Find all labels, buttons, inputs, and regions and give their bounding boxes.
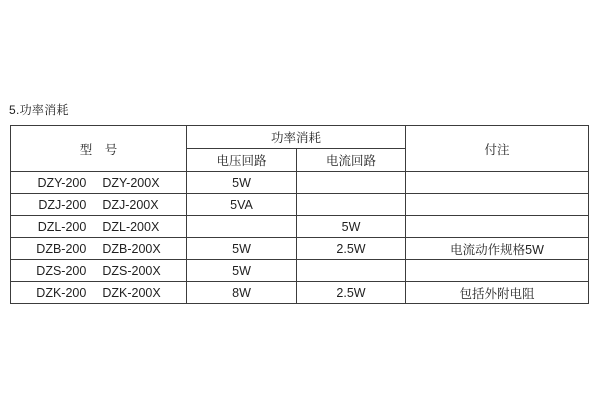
cell-note: 包括外附电阻 — [406, 282, 589, 304]
model-name: DZS-200 — [36, 263, 87, 278]
model-name: DZJ-200 — [38, 197, 87, 212]
cell-model — [11, 238, 187, 260]
section-heading: 5.功率消耗 — [9, 103, 69, 117]
cell-model — [11, 216, 187, 238]
cell-current: 2.5W — [297, 282, 406, 304]
table-row — [11, 260, 589, 282]
power-consumption-table — [10, 125, 589, 304]
table-row — [11, 282, 589, 304]
header-power-group: 功率消耗 — [187, 126, 406, 149]
cell-current — [297, 260, 406, 282]
cell-voltage: 5W — [187, 172, 297, 194]
cell-voltage: 5VA — [187, 194, 297, 216]
model-name-variant: DZS-200X — [102, 263, 161, 278]
model-name-variant: DZY-200X — [102, 175, 160, 190]
cell-current: 5W — [297, 216, 406, 238]
table-row — [11, 172, 589, 194]
cell-voltage: 5W — [187, 260, 297, 282]
cell-note — [406, 194, 589, 216]
model-name-variant: DZJ-200X — [102, 197, 159, 212]
table-row — [11, 194, 589, 216]
cell-current — [297, 172, 406, 194]
cell-note — [406, 172, 589, 194]
cell-note — [406, 216, 589, 238]
model-name: DZB-200 — [36, 241, 87, 256]
cell-note: 电流动作规格5W — [406, 238, 589, 260]
header-notes: 付注 — [406, 126, 589, 172]
cell-model — [11, 282, 187, 304]
cell-model — [11, 260, 187, 282]
header-model: 型 号 — [11, 126, 187, 172]
table-row — [11, 216, 589, 238]
cell-voltage: 5W — [187, 238, 297, 260]
cell-model — [11, 194, 187, 216]
model-name: DZL-200 — [37, 219, 87, 234]
model-name-variant: DZB-200X — [102, 241, 161, 256]
cell-current: 2.5W — [297, 238, 406, 260]
cell-current — [297, 194, 406, 216]
model-name: DZY-200 — [37, 175, 87, 190]
table-header-row-1 — [11, 126, 589, 149]
table-row — [11, 238, 589, 260]
header-voltage-circuit: 电压回路 — [187, 149, 297, 172]
header-current-circuit: 电流回路 — [297, 149, 406, 172]
cell-note — [406, 260, 589, 282]
cell-model — [11, 172, 187, 194]
cell-voltage: 8W — [187, 282, 297, 304]
model-name-variant: DZL-200X — [102, 219, 160, 234]
model-name: DZK-200 — [36, 285, 87, 300]
model-name-variant: DZK-200X — [102, 285, 161, 300]
cell-voltage — [187, 216, 297, 238]
